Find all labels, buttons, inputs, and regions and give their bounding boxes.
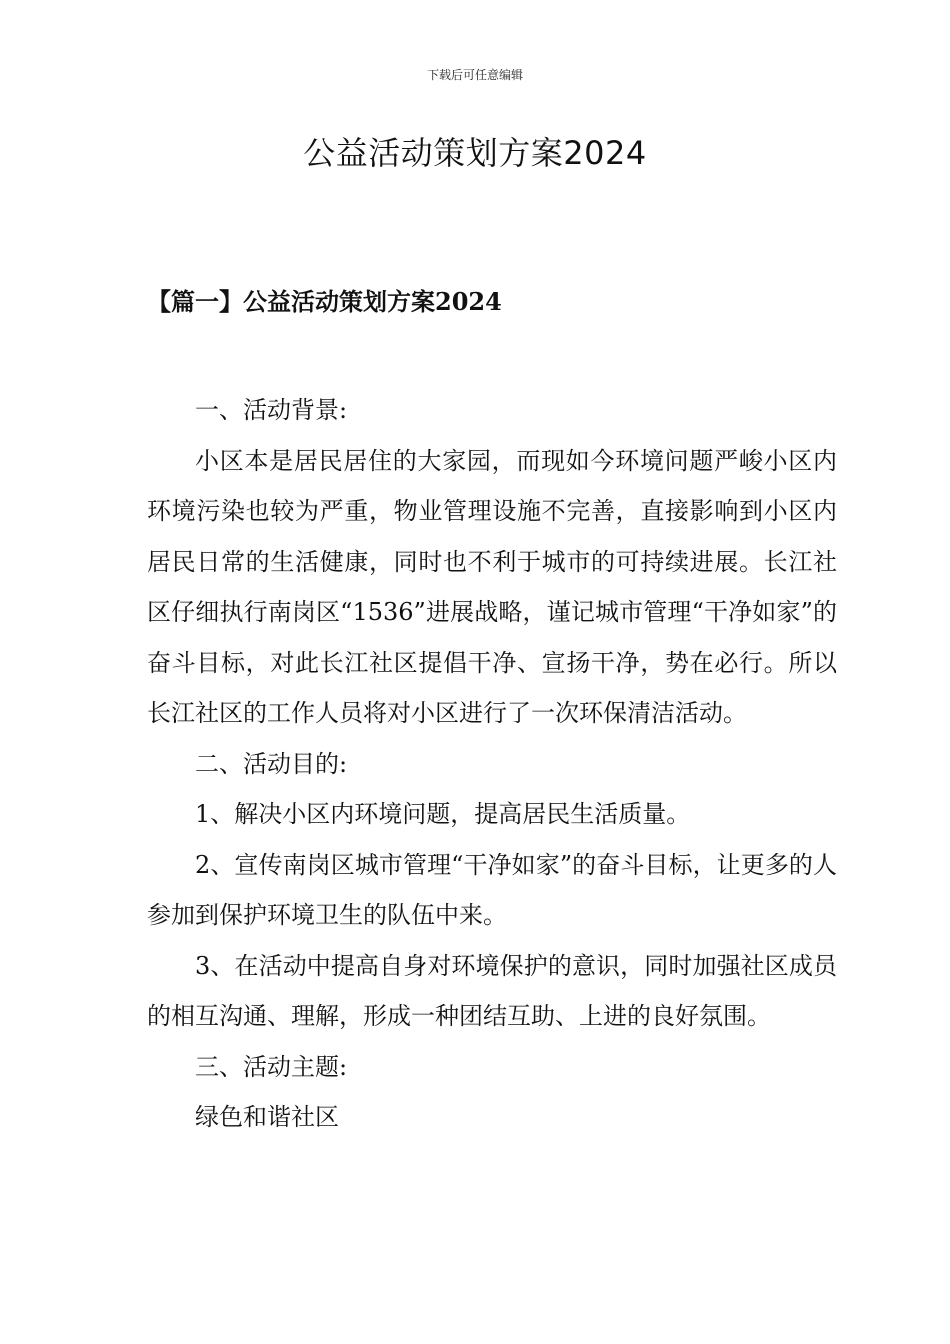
heading-theme: 三、活动主题: (195, 1052, 348, 1081)
purpose-item-2: 2、宣传南岗区城市管理“干净如家”的奋斗目标，让更多的人参加到保护环境卫生的队伍中来。 (147, 850, 837, 929)
heading-background: 一、活动背景: (195, 396, 348, 424)
paragraph-background: 小区本是居民居住的大家园，而现如今环境问题严峻小区内环境污染也较为严重，物业管理设施不完善，直接影响到小区内居民日常的生活健康，同时也不利于城市的可持续进展。长江社区仔细执行南岗区“1536”进展战略，谨记城市管理“干净如家”的奋斗目标，对此长江社区提倡干净、宣扬干净，势在必行。所以长江社区的工作人员将对小区进行了一次环保清洁活动。 (147, 446, 837, 727)
section-heading: 【篇一】公益活动策划方案2024 (147, 287, 502, 316)
purpose-item-1: 1、解决小区内环境问题，提高居民生活质量。 (195, 800, 691, 828)
header-note: 下载后可任意编辑 (426, 68, 523, 82)
purpose-item-3: 3、在活动中提高自身对环境保护的意识，同时加强社区成员的相互沟通、理解，形成一种团结互助、上进的良好氛围。 (147, 951, 837, 1030)
theme-text: 绿色和谐社区 (195, 1103, 339, 1131)
document-body (147, 385, 837, 1143)
heading-purpose: 二、活动目的: (195, 749, 348, 778)
document-title: 公益活动策划方案2024 (303, 134, 647, 172)
